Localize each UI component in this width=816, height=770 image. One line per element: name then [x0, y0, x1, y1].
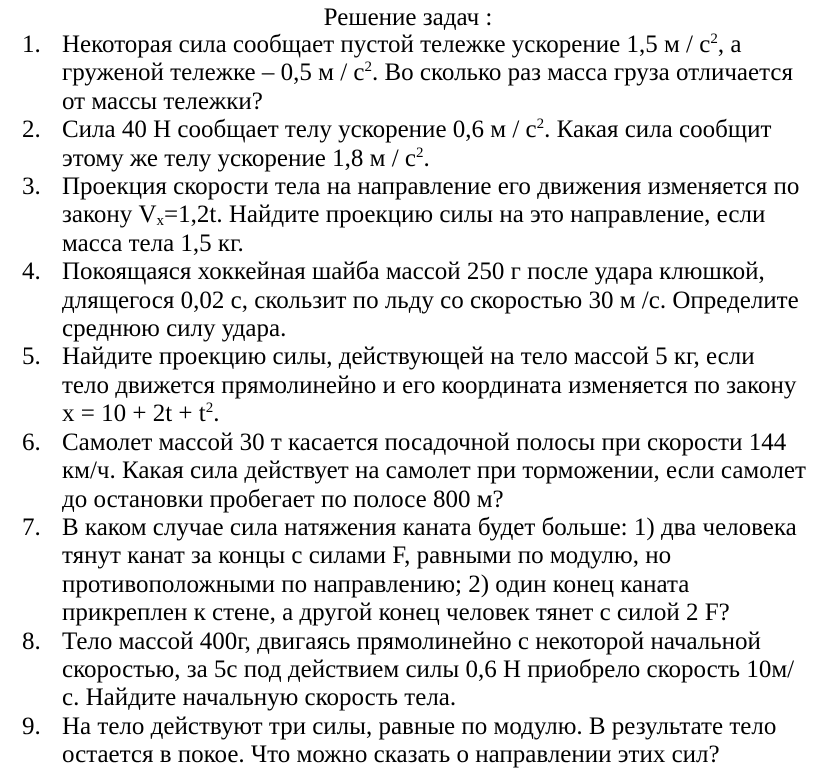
task-item-2 — [0, 116, 816, 173]
task-item-5 — [0, 343, 816, 428]
task-item-4 — [0, 258, 816, 343]
task-number: 2. — [22, 116, 41, 144]
task-text-part: Сила 40 Н сообщает телу ускорение 0,6 м / с — [62, 116, 537, 144]
page-title: Решение задач : — [323, 4, 493, 31]
task-item-6 — [0, 429, 816, 514]
task-number: 7. — [22, 513, 41, 541]
task-text-part: . Какая сила сообщит этому же телу ускорение 1,8 м / с — [62, 116, 772, 172]
task-item-7 — [0, 514, 816, 628]
task-item-1 — [0, 31, 816, 116]
task-text-part: Найдите проекцию силы, действующей на тело массой 5 кг, если тело движется прямолинейно и его координата изменяется по закону x = 10 + 2t + t — [62, 343, 797, 428]
task-text: Самолет массой 30 т касается посадочной полосы при скорости 144 км/ч. Какая сила действует на самолет при торможении, если самолет до остановки пробегает по полосе 800 м? — [62, 428, 806, 513]
task-number: 8. — [22, 627, 41, 655]
task-text — [62, 343, 796, 427]
task-number: 3. — [22, 173, 41, 201]
task-list — [0, 31, 816, 770]
superscript: 2 — [205, 400, 214, 417]
task-text-part: . — [423, 144, 430, 172]
superscript: 2 — [710, 31, 718, 47]
task-text-part: , а груженой тележке – 0,5 м / с — [62, 31, 742, 87]
superscript: 2 — [536, 116, 545, 133]
task-number: 5. — [22, 343, 41, 371]
task-text: На тело действуют три силы, равные по модулю. В результате тело остается в покое. Что можно сказать о направлении этих сил? — [62, 712, 777, 769]
task-text-part: . Во сколько раз масса груза отличается от массы тележки? — [62, 59, 793, 115]
task-number: 6. — [22, 428, 41, 456]
task-text: В каком случае сила натяжения каната будет больше: 1) два человека тянут канат за концы с силами F, равными по модулю, но противоположными по направлению; 2) один конец каната прикреплен к стене, а другой конец человек тянет с силой 2 F? — [62, 513, 797, 627]
superscript: 2 — [364, 59, 372, 76]
task-text — [62, 173, 799, 257]
task-text: Тело массой 400г, двигаясь прямолинейно с некоторой начальной скоростью, за 5с под действием силы 0,6 Н приобрело скорость 10м/с. Найдите начальную скорость тела. — [62, 627, 795, 712]
task-number: 1. — [22, 31, 41, 58]
task-number: 4. — [22, 258, 41, 286]
task-text: Покоящаяся хоккейная шайба массой 250 г после удара клюшкой, длящегося 0,02 с, скользит по льду со скоростью 30 м /с. Определите среднюю силу удара. — [62, 258, 799, 343]
task-item-8 — [0, 628, 816, 713]
task-text-part: =1,2t. Найдите проекцию силы на это направление, если масса тела 1,5 кг. — [62, 201, 766, 257]
task-text-part: Некоторая сила сообщает пустой тележке ускорение 1,5 м / с — [62, 31, 711, 58]
superscript: 2 — [416, 144, 424, 161]
task-text-part: Проекция скорости тела на направление его движения изменяется по закону V — [62, 173, 800, 229]
task-number: 9. — [22, 712, 41, 740]
subscript: x — [156, 213, 165, 230]
task-text-part: . — [213, 400, 220, 428]
task-item-3 — [0, 173, 816, 258]
task-item-9 — [0, 713, 816, 770]
task-text — [62, 31, 793, 115]
task-text — [62, 116, 771, 171]
